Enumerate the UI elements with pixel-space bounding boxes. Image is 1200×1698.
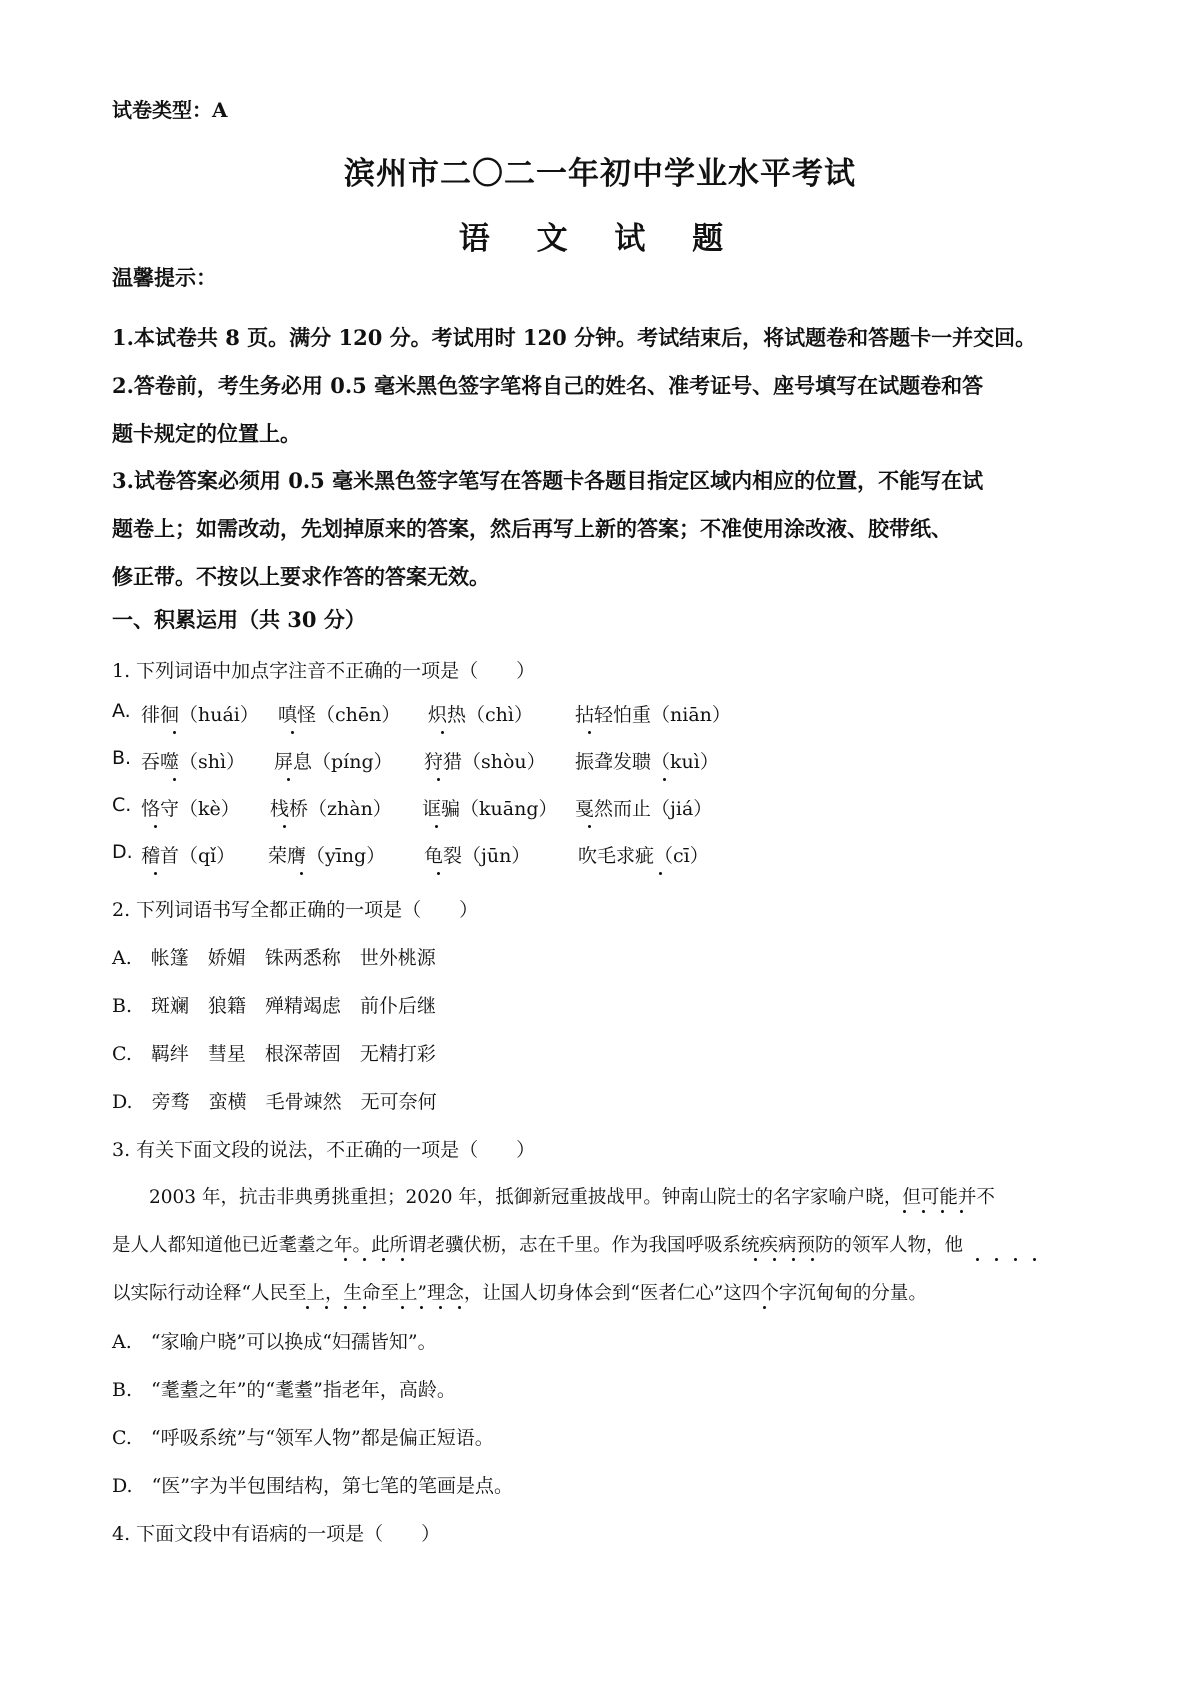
option-item: 炽热（chì）	[428, 704, 533, 726]
option-letter: A.	[112, 700, 131, 722]
option-item: 拈轻怕重（niān）	[575, 704, 731, 726]
option-item: 戛然而止（jiá）	[575, 798, 713, 820]
option-item: 狩猎（shòu）	[424, 751, 546, 773]
q3-passage-line-1: 2003 年，抗击非典勇挑重担；2020 年，抵御新冠重披战甲。钟南山院士的名字家喻户晓，但可能并不	[112, 1187, 995, 1208]
option-letter: C.	[112, 794, 132, 816]
notice-item-3-cont2: 修正带。不按以上要求作答的答案无效。	[112, 564, 490, 589]
q3-passage-line-3: 以实际行动诠释“人民至上，生命至上”理念，让国人切身体会到“医者仁心”这四个字沉甸甸的分量。	[112, 1283, 927, 1304]
q1-stem: 1. 下列词语中加点字注音不正确的一项是（ ）	[112, 660, 536, 682]
q3-option-d: D. “医”字为半包围结构，第七笔的笔画是点。	[112, 1475, 514, 1497]
option-item: 振聋发聩（kuì）	[575, 751, 719, 773]
q4-stem: 4. 下面文段中有语病的一项是（ ）	[112, 1523, 441, 1545]
option-item: 稽首（qǐ）	[141, 845, 236, 867]
paper-type: 试卷类型：A	[112, 98, 228, 122]
q3-option-c: C. “呼吸系统”与“领军人物”都是偏正短语。	[112, 1427, 494, 1449]
option-item: 吞噬（shì）	[141, 751, 246, 773]
subject-title: 语 文 试 题	[458, 221, 742, 257]
notice-item-2-cont: 题卡规定的位置上。	[112, 421, 301, 446]
notice-item-1: 1.本试卷共 8 页。满分 120 分。考试用时 120 分钟。考试结束后，将试题卷和答题卡一并交回。	[112, 325, 1037, 350]
q2-stem: 2. 下列词语书写全都正确的一项是（ ）	[112, 899, 479, 921]
notice-item-3-cont1: 题卷上；如需改动，先划掉原来的答案，然后再写上新的答案；不准使用涂改液、胶带纸、	[112, 516, 952, 541]
notice-item-2: 2.答卷前，考生务必用 0.5 毫米黑色签字笔将自己的姓名、准考证号、座号填写在试题卷和答	[112, 373, 984, 398]
q3-option-b: B. “耄耋之年”的“耄耋”指老年，高龄。	[112, 1379, 456, 1401]
option-item: 栈桥（zhàn）	[270, 798, 392, 820]
q2-option-a: A. 帐篷 娇媚 铢两悉称 世外桃源	[112, 947, 436, 969]
q2-option-d: D. 旁骛 蛮横 毛骨竦然 无可奈何	[112, 1091, 437, 1113]
section-title: 一、积累运用（共 30 分）	[112, 607, 366, 632]
option-letter: D.	[112, 841, 133, 863]
option-item: 嗔怪（chēn）	[278, 704, 401, 726]
notice-item-3: 3.试卷答案必须用 0.5 毫米黑色签字笔写在答题卡各题目指定区域内相应的位置，不能写在试	[112, 468, 984, 493]
option-item: 徘徊（huái）	[141, 704, 259, 726]
option-item: 荣膺（yīng）	[268, 845, 386, 867]
q2-option-b: B. 斑斓 狼籍 殚精竭虑 前仆后继	[112, 995, 437, 1017]
option-item: 诓骗（kuāng）	[422, 798, 558, 820]
option-item: 屏息（píng）	[274, 751, 393, 773]
q3-option-a: A. “家喻户晓”可以换成“妇孺皆知”。	[112, 1331, 437, 1353]
exam-title: 滨州市二〇二一年初中学业水平考试	[344, 156, 856, 192]
option-item: 吹毛求疵（cī）	[578, 845, 709, 867]
q2-option-c: C. 羁绊 彗星 根深蒂固 无精打彩	[112, 1043, 436, 1065]
notice-heading: 温馨提示：	[112, 265, 217, 290]
q3-passage-line-2: 是人人都知道他已近耄耋之年。此所谓老骥伏枥，志在千里。作为我国呼吸系统疾病预防的领军人物，他	[112, 1235, 964, 1256]
q3-stem: 3. 有关下面文段的说法，不正确的一项是（ ）	[112, 1139, 536, 1161]
option-item: 恪守（kè）	[141, 798, 240, 820]
option-letter: B.	[112, 747, 132, 769]
option-item: 龟裂（jūn）	[424, 845, 531, 867]
